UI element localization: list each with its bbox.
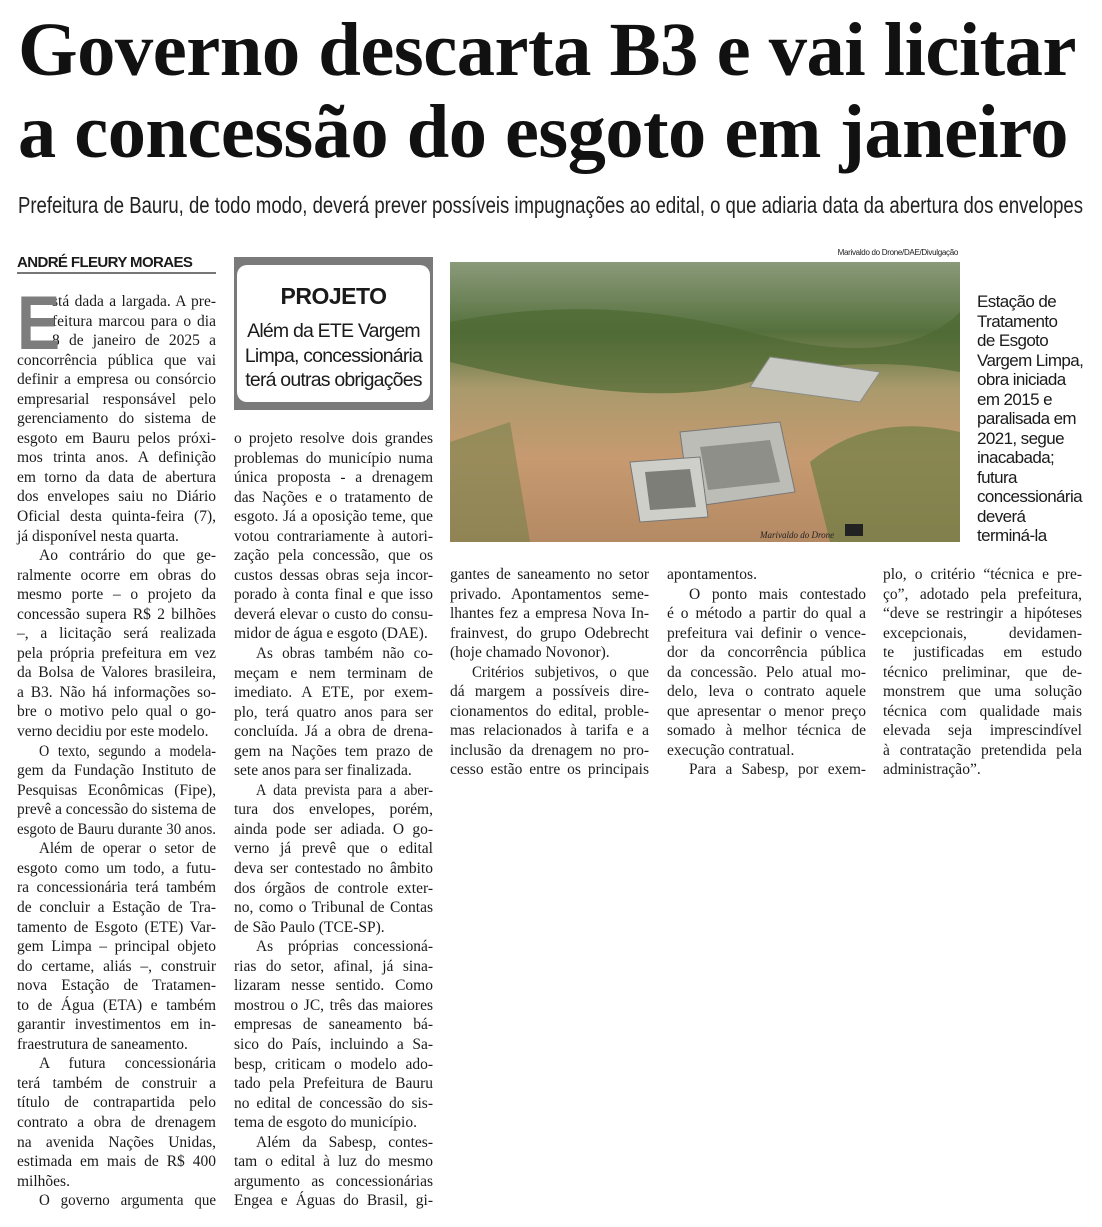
text-line: Além de operar o setor de <box>38 840 216 858</box>
text-line: verno já prevê que o edital <box>234 840 433 858</box>
text-line: inclusão da drenagem no pro- <box>450 741 649 759</box>
text-line: esgoto como um todo, a futu- <box>17 859 216 877</box>
text-line: votou contrariamente à autori- <box>234 527 433 545</box>
text-line: em torno da data de abertura <box>17 468 216 486</box>
text-line: cesso estão entre os principais <box>450 761 649 779</box>
text-line: privado. Apontamentos seme- <box>450 585 649 603</box>
text-line: que apresentar o menor preço <box>667 702 866 720</box>
text-line: midor de água e esgoto (DAE). <box>234 625 428 643</box>
text-line: dos órgãos de controle exter- <box>234 879 433 897</box>
paragraph <box>667 760 866 780</box>
text-line: Além da Sabesp, contes- <box>256 1133 433 1151</box>
text-line: ainda pode ser adiada. O go- <box>234 820 433 838</box>
text-line: o projeto resolve dois grandes <box>234 430 433 447</box>
text-line: tura dos envelopes, porém, <box>234 801 433 819</box>
text-line: to de Água (ETA) e também <box>17 996 216 1014</box>
text-line: apontamentos. <box>667 566 757 583</box>
article-column-3 <box>450 565 649 780</box>
text-line: já disponível nesta quarta. <box>17 527 179 545</box>
paragraph <box>883 565 1082 780</box>
text-line: Oficial desta quinta-feira (7), <box>17 508 216 526</box>
text-line: mos trinta anos. A definição <box>17 449 216 467</box>
text-line: esgoto. Já a oposição teme, que <box>234 508 433 526</box>
paragraph <box>234 1133 433 1211</box>
text-line: administração”. <box>883 761 981 779</box>
text-line: Ao contrário do que ge- <box>39 547 216 565</box>
paragraph <box>667 585 866 761</box>
caption-line: Vargem Limpa, <box>977 350 1084 370</box>
text-line: bre o motivo pelo qual o go- <box>17 703 216 721</box>
text-line: contrato a obra de drenagem <box>17 1113 216 1131</box>
sidebar-box <box>234 257 433 410</box>
text-line: definir a empresa ou consórcio <box>17 371 216 389</box>
text-line: ço”, adotado pela prefeitura, <box>883 585 1082 603</box>
text-line: do certame, aliás –, construir <box>17 957 216 975</box>
text-line: título de contrapartida pelo <box>17 1094 216 1112</box>
caption-line: em 2015 e <box>977 389 1052 409</box>
text-line: gem Limpa – principal objeto <box>17 938 216 956</box>
text-line: nova Estação de Tratamen- <box>17 977 216 995</box>
caption-line: deverá <box>977 506 1026 526</box>
article-column-2 <box>234 429 433 1211</box>
subheadline: Prefeitura de Bauru, de todo modo, deverá prever possíveis impugnações ao edital, o que adiaria data da abertura dos envelopes <box>18 192 1083 218</box>
text-line: mesmo porte – o projeto da <box>17 586 216 604</box>
photo-illustration <box>450 262 960 542</box>
text-line: As obras também não co- <box>255 645 433 663</box>
text-line: argumento as concessionárias <box>234 1172 433 1190</box>
text-line: única proposta - a drenagem <box>234 469 433 487</box>
text-line: concessão supera R$ 2 bilhões <box>17 605 216 623</box>
text-line: gem na Nações tem prazo de <box>234 742 433 760</box>
photo-credit: Marivaldo do Drone/DAE/Divulgação <box>837 248 958 257</box>
text-line: A data prevista para a aber- <box>255 781 433 799</box>
text-line: da Bolsa de Valores brasileira, <box>17 664 216 682</box>
text-line: lhantes fez a empresa Nova In- <box>450 605 649 623</box>
text-line: esgoto em Bauru pelos próxi- <box>17 429 216 447</box>
caption-line: concessionária <box>977 487 1082 506</box>
byline: ANDRÉ FLEURY MORAES <box>17 254 216 274</box>
text-line: tamento de Esgoto (ETE) Var- <box>17 918 216 936</box>
text-line: Pesquisas Econômicas (Fipe), <box>17 781 216 799</box>
paragraph <box>234 644 433 781</box>
text-line: As próprias concessioná- <box>255 938 433 956</box>
text-line: terá também de construir a <box>17 1074 216 1092</box>
sidebar-box-line: terá outras obrigações <box>245 369 422 391</box>
paragraph <box>17 281 216 546</box>
photo-watermark: Marivaldo do Drone <box>760 530 835 540</box>
text-line: execução contratual. <box>667 741 795 759</box>
text-line: de concluir a Estação de Tra- <box>17 898 216 916</box>
text-line: monstrem que uma solução <box>883 683 1082 701</box>
article-column-1 <box>17 281 216 1211</box>
text-line: milhões. <box>17 1172 70 1190</box>
paragraph <box>450 565 649 663</box>
text-line: stá dada a largada. A pre- <box>52 293 216 310</box>
text-line: técnico preliminar, que de- <box>883 663 1082 681</box>
text-line: O texto, segundo a modela- <box>38 742 216 760</box>
text-line: Para a Sabesp, por exem- <box>688 761 866 779</box>
text-line: mostrou o JC, três das maiores <box>234 996 433 1014</box>
caption-line: obra iniciada <box>977 370 1066 389</box>
text-line: estimada em mais de R$ 400 <box>17 1153 216 1171</box>
paragraph <box>667 565 866 585</box>
text-line: lizaram nesse sentido. Como <box>234 977 433 995</box>
text-line: elevada seja imprescindível <box>883 722 1082 740</box>
text-line: concluída. Já a obra de drena- <box>234 723 433 741</box>
text-line: somado à melhor técnica de <box>667 722 866 740</box>
paragraph <box>17 546 216 741</box>
text-line: excepcionais, devidamen- <box>883 624 1082 642</box>
text-line: problemas do município numa <box>234 449 433 467</box>
text-line: (hoje chamado Novonor). <box>450 644 610 662</box>
text-line: 8 de janeiro de 2025 a <box>52 332 216 350</box>
text-line: cionamentos do edital, proble- <box>450 702 649 720</box>
text-line: “deve se restringir a hipóteses <box>883 605 1082 623</box>
text-line: plo, o critério “técnica e pre- <box>883 566 1082 583</box>
text-line: A futura concessionária <box>39 1055 216 1073</box>
caption-line: paralisada em <box>977 409 1076 428</box>
text-line: –, a licitação será realizada <box>17 625 216 643</box>
text-line: gem da Fundação Instituto de <box>17 762 216 780</box>
paragraph <box>17 1191 216 1211</box>
text-line: dos envelopes saiu no Diário <box>17 488 216 506</box>
caption-line: inacabada; <box>977 448 1055 467</box>
text-line: deva ser contestado no âmbito <box>234 860 433 878</box>
text-line: tema de esgoto do município. <box>234 1114 417 1132</box>
text-line: O governo argumenta que <box>38 1192 216 1210</box>
paragraph <box>17 742 216 840</box>
text-line: prefeitura vai definir o vence- <box>667 624 866 642</box>
sidebar-box-inner <box>237 265 430 402</box>
paragraph <box>450 663 649 780</box>
sidebar-box-text <box>237 319 430 393</box>
text-line: gantes de saneamento no setor <box>450 566 649 583</box>
text-line: no edital de concessão do sis- <box>234 1094 433 1112</box>
headline-line-2: a concessão do esgoto em janeiro <box>18 90 1068 174</box>
text-line: Engea e Águas do Brasil, gi- <box>234 1192 433 1210</box>
paragraph <box>234 781 433 937</box>
text-line: imediato. A ETE, por exem- <box>234 684 433 702</box>
text-line: O ponto mais contestado <box>689 585 866 603</box>
text-line: custos dessas obras seja incor- <box>234 566 433 584</box>
text-line: mas relacionados à tarifa e a <box>450 722 649 740</box>
article-column-5 <box>883 565 1082 780</box>
text-line: esgoto de Bauru durante 30 anos. <box>17 820 216 838</box>
text-line: zação pela concessão, que os <box>234 547 433 565</box>
text-line: da concessão. Pelo atual mo- <box>667 663 866 681</box>
text-line: na avenida Nações Unidas, <box>17 1133 216 1151</box>
text-line: deverá elevar o custo do consu- <box>234 605 433 623</box>
text-line: besp, criticam o modelo ado- <box>234 1055 433 1073</box>
caption-line: de Esgoto <box>977 331 1049 350</box>
caption-line: futura <box>977 467 1017 487</box>
article-column-4 <box>667 565 866 780</box>
text-line: técnica com qualidade mais <box>883 702 1082 720</box>
text-line: é o método a partir do qual a <box>667 605 866 623</box>
text-line: empresarial responsável pelo <box>17 390 216 408</box>
text-line: ralmente ocorre em obras do <box>17 566 216 584</box>
text-line: te justificadas em estudo <box>883 644 1082 662</box>
sidebar-box-line: Além da ETE Vargem <box>247 320 420 342</box>
paragraph <box>17 839 216 1054</box>
text-line: fraestrutura de saneamento. <box>17 1035 188 1053</box>
text-line: gerenciamento do sistema de <box>17 410 216 428</box>
text-line: frainvest, do grupo Odebrecht <box>450 624 649 642</box>
drop-cap: E <box>17 281 61 366</box>
text-line: Critérios subjetivos, o que <box>471 663 649 681</box>
text-line: sico do País, incluindo a Sa- <box>234 1035 433 1053</box>
caption-line: terminá-la <box>977 526 1047 545</box>
text-line: concorrência pública que vai <box>17 351 216 369</box>
text-line: sete anos para ser finalizada. <box>234 762 412 780</box>
text-line: de São Paulo (TCE-SP). <box>234 918 385 936</box>
text-line: porado à conta final e que isso <box>234 586 433 604</box>
caption-line: Estação de <box>977 292 1057 311</box>
paragraph <box>17 1054 216 1191</box>
text-line: tam o edital à luz do mesmo <box>234 1153 433 1171</box>
text-line: das Nações e o tratamento de <box>234 488 433 506</box>
paragraph <box>234 937 433 1132</box>
photo-caption <box>977 292 1102 546</box>
text-line: rias do setor, afinal, já sina- <box>234 957 433 975</box>
aerial-photo-sewage-plant <box>450 262 960 542</box>
caption-line: 2021, segue <box>977 428 1064 448</box>
text-line: dá margem a possíveis dire- <box>450 683 649 701</box>
text-line: pela própria prefeitura em vez <box>17 644 216 662</box>
headline-line-1: Governo descarta B3 e vai licitar <box>18 8 1076 92</box>
text-line: no, como o Tribunal de Contas <box>234 899 433 917</box>
text-line: ra concessionária terá também <box>17 879 216 897</box>
text-line: dor da concorrência pública <box>667 644 866 662</box>
sidebar-box-title: PROJETO <box>280 283 387 309</box>
text-line: a B3. Não há informações so- <box>17 683 216 701</box>
text-line: meçam e nem terminam de <box>234 664 433 682</box>
text-line: tado pela Prefeitura de Bauru <box>234 1075 433 1093</box>
caption-line: Tratamento <box>977 311 1058 331</box>
text-line: à contratação pretendida pela <box>883 741 1082 759</box>
text-line: verno decidiu por este modelo. <box>17 723 209 741</box>
text-line: garantir investimentos em in- <box>17 1016 216 1034</box>
text-line: empresas de saneamento bá- <box>234 1016 433 1034</box>
text-line: prevê a concessão do sistema de <box>17 801 216 819</box>
sidebar-box-line: Limpa, concessionária <box>244 344 423 367</box>
text-line: feitura marcou para o dia <box>52 312 216 330</box>
text-line: plo, terá quatro anos para ser <box>234 703 433 721</box>
text-line: delo, leva o contrato aquele <box>667 683 866 701</box>
paragraph <box>234 429 433 644</box>
